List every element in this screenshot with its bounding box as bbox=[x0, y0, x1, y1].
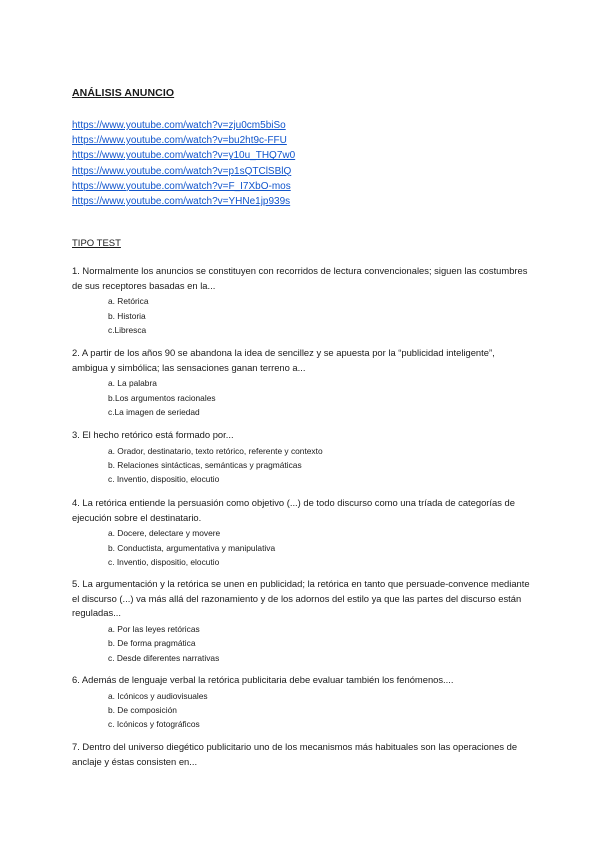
option-list bbox=[108, 376, 532, 419]
question-text: 2. A partir de los años 90 se abandona la idea de sencillez y se apuesta por la “publicidad inteligente”, ambigua y simbólica; las sensaciones ganan terreno a... bbox=[72, 347, 495, 373]
answer-option: c. Desde diferentes narrativas bbox=[108, 652, 220, 663]
answer-option: c.Libresca bbox=[108, 324, 147, 335]
answer-option: c. Icónicos y fotográficos bbox=[108, 719, 200, 730]
option-list bbox=[108, 526, 532, 569]
question-text: 3. El hecho retórico está formado por... bbox=[72, 429, 234, 440]
answer-option: a. Retórica bbox=[108, 296, 149, 307]
answer-option: a. Orador, destinatario, texto retórico, referente y contexto bbox=[108, 445, 323, 456]
answer-option: b.Los argumentos racionales bbox=[108, 392, 216, 403]
answer-option: a. La palabra bbox=[108, 378, 157, 389]
question-text: 7. Dentro del universo diegético publicitario uno de los mecanismos más habituales son las operaciones de anclaje y éstas consisten en... bbox=[72, 741, 518, 767]
youtube-link[interactable]: https://www.youtube.com/watch?v=zju0cm5biSo bbox=[72, 120, 286, 131]
option-list bbox=[108, 622, 532, 665]
answer-option: b. De composición bbox=[108, 704, 177, 715]
answer-option: c. Inventio, dispositio, elocutio bbox=[108, 556, 220, 567]
question-2 bbox=[72, 346, 532, 419]
question-3 bbox=[72, 428, 532, 486]
answer-option: a. Por las leyes retóricas bbox=[108, 624, 200, 635]
answer-option: a. Docere, delectare y movere bbox=[108, 528, 221, 539]
option-list bbox=[108, 294, 532, 337]
question-5 bbox=[72, 577, 532, 665]
youtube-link[interactable]: https://www.youtube.com/watch?v=p1sQTClSBlQ bbox=[72, 165, 292, 177]
answer-option: b. De forma pragmática bbox=[108, 638, 196, 649]
question-1 bbox=[72, 264, 532, 337]
page-title: ANÁLISIS ANUNCIO bbox=[72, 87, 175, 99]
question-6 bbox=[72, 673, 532, 731]
question-text: 1. Normalmente los anuncios se constituyen con recorridos de lectura convencionales; siguen las costumbres de sus receptores basadas en la... bbox=[72, 265, 528, 291]
answer-option: b. Relaciones sintácticas, semánticas y pragmáticas bbox=[108, 459, 302, 470]
question-text: 5. La argumentación y la retórica se unen en publicidad; la retórica en tanto que persuade-convence mediante el discurso (...) va más allá del razonamiento y de los adornos del estilo ya que las partes del discurso están reguladas... bbox=[72, 578, 530, 619]
question-text: 6. Además de lenguaje verbal la retórica publicitaria debe evaluar también los fenómenos.... bbox=[72, 674, 454, 685]
answer-option: c.La imagen de seriedad bbox=[108, 406, 200, 417]
question-4 bbox=[72, 496, 532, 569]
link-list bbox=[72, 118, 295, 209]
option-list bbox=[108, 689, 532, 732]
section-heading: TIPO TEST bbox=[72, 238, 121, 249]
answer-option: b. Historia bbox=[108, 310, 146, 321]
youtube-link[interactable]: https://www.youtube.com/watch?v=F_I7XbO-mos bbox=[72, 180, 291, 192]
question-7 bbox=[72, 740, 532, 769]
answer-option: b. Conductista, argumentativa y manipulativa bbox=[108, 542, 276, 553]
youtube-link[interactable]: https://www.youtube.com/watch?v=bu2ht9c-FFU bbox=[72, 135, 287, 147]
youtube-link[interactable]: https://www.youtube.com/watch?v=YHNe1jp939s bbox=[72, 196, 291, 208]
answer-option: c. Inventio, dispositio, elocutio bbox=[108, 474, 220, 485]
answer-option: a. Icónicos y audiovisuales bbox=[108, 690, 208, 701]
option-list bbox=[108, 444, 532, 487]
youtube-link[interactable]: https://www.youtube.com/watch?v=y10u_THQ7w0 bbox=[72, 150, 296, 162]
question-text: 4. La retórica entiende la persuasión como objetivo (...) de todo discurso como una tríada de categorías de ejecución sobre el destinatario. bbox=[72, 497, 515, 523]
